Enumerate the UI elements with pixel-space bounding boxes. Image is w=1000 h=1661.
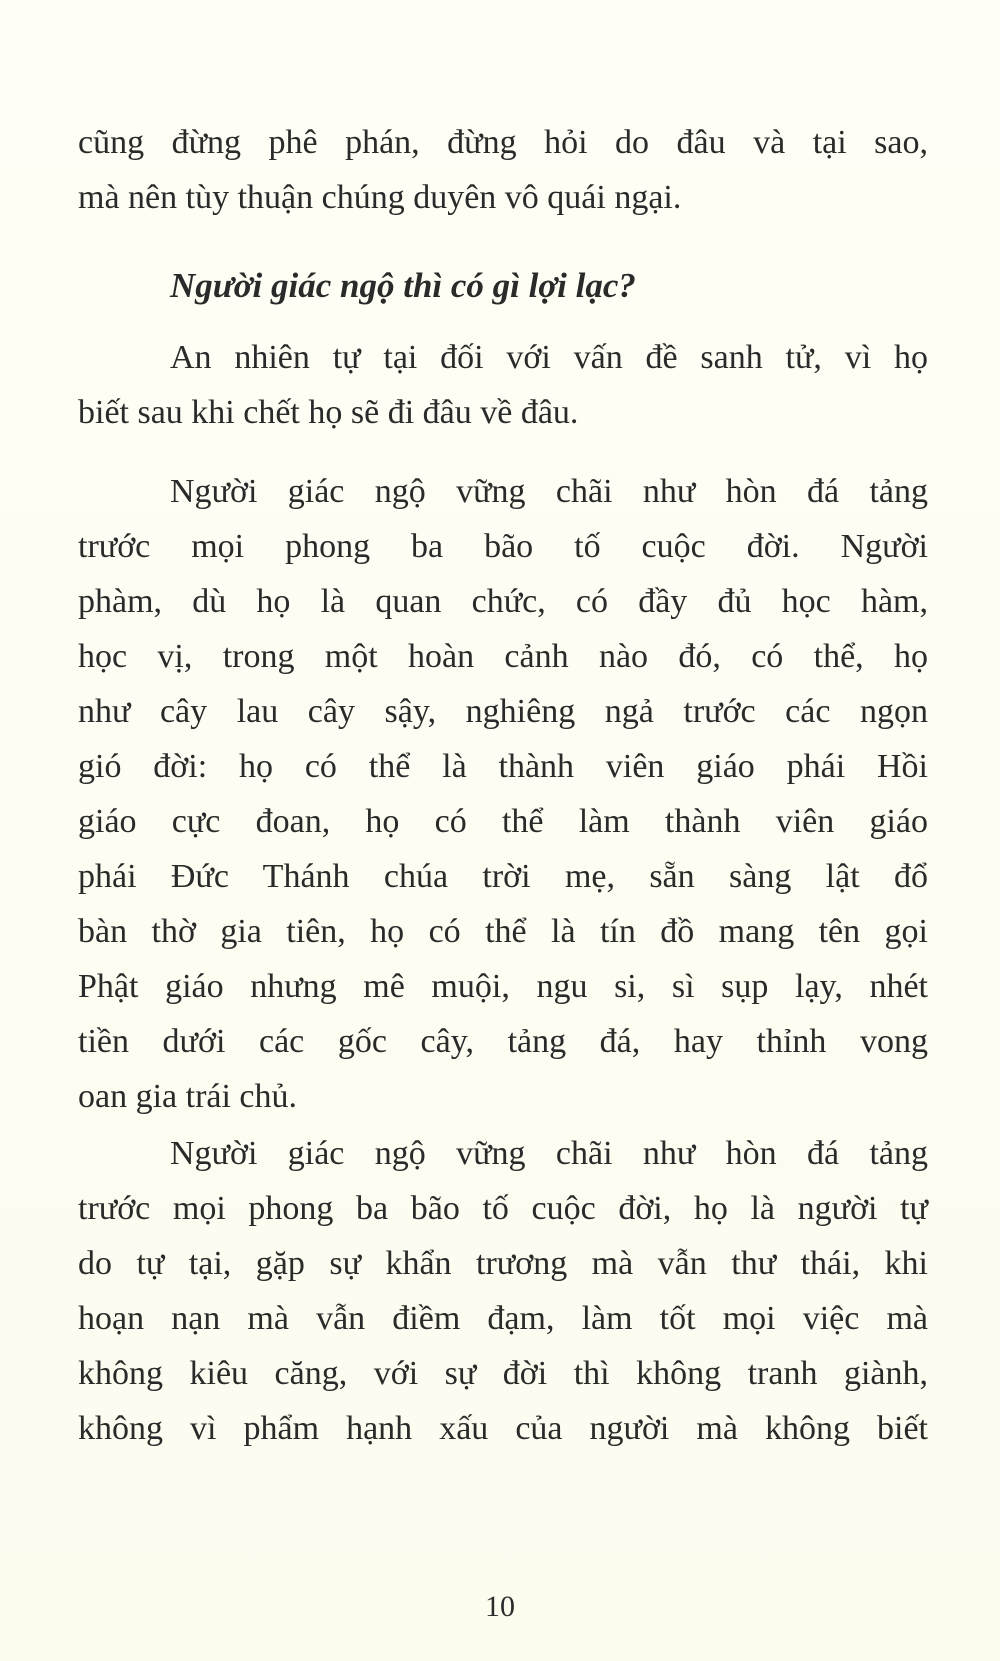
paragraph-4 <box>78 1126 928 1456</box>
page-number: 10 <box>485 1590 515 1623</box>
text-line: học vị, trong một hoàn cảnh nào đó, có thể, họ <box>78 638 928 675</box>
paragraph-3 <box>78 464 928 1124</box>
text-line: Phật giáo nhưng mê muội, ngu si, sì sụp lạy, nhét <box>78 968 928 1005</box>
text-line: giáo cực đoan, họ có thể làm thành viên giáo <box>78 803 928 840</box>
text-line: phàm, dù họ là quan chức, có đầy đủ học hàm, <box>78 583 928 620</box>
text-line: oan gia trái chủ. <box>78 1078 298 1115</box>
text-line: phái Đức Thánh chúa trời mẹ, sẵn sàng lật đổ <box>78 858 928 895</box>
paragraph-2 <box>78 330 928 440</box>
text-line: trước mọi phong ba bão tố cuộc đời. Người <box>78 528 928 565</box>
text-line: gió đời: họ có thể là thành viên giáo phái Hồi <box>78 748 928 785</box>
text-line: cũng đừng phê phán, đừng hỏi do đâu và tại sao, <box>78 124 928 161</box>
text-line: tiền dưới các gốc cây, tảng đá, hay thỉnh vong <box>78 1023 928 1060</box>
text-line: mà nên tùy thuận chúng duyên vô quái ngại. <box>78 179 682 216</box>
text-line: hoạn nạn mà vẫn điềm đạm, làm tốt mọi việc mà <box>78 1300 928 1337</box>
text-line: không vì phẩm hạnh xấu của người mà không biết <box>78 1410 928 1447</box>
paragraph-1 <box>78 115 928 225</box>
text-line: không kiêu căng, với sự đời thì không tranh giành, <box>78 1355 928 1392</box>
text-line: Người giác ngộ vững chãi như hòn đá tảng <box>170 1135 928 1172</box>
text-line: biết sau khi chết họ sẽ đi đâu về đâu. <box>78 394 579 431</box>
text-line: Người giác ngộ vững chãi như hòn đá tảng <box>170 473 928 510</box>
text-line: bàn thờ gia tiên, họ có thể là tín đồ mang tên gọi <box>78 913 928 950</box>
text-line: như cây lau cây sậy, nghiêng ngả trước các ngọn <box>78 693 928 730</box>
text-line: An nhiên tự tại đối với vấn đề sanh tử, vì họ <box>170 339 928 376</box>
text-line: do tự tại, gặp sự khẩn trương mà vẫn thư thái, khi <box>78 1245 928 1282</box>
text-line: trước mọi phong ba bão tố cuộc đời, họ là người tự <box>78 1190 928 1227</box>
section-heading: Người giác ngộ thì có gì lợi lạc? <box>170 266 636 305</box>
